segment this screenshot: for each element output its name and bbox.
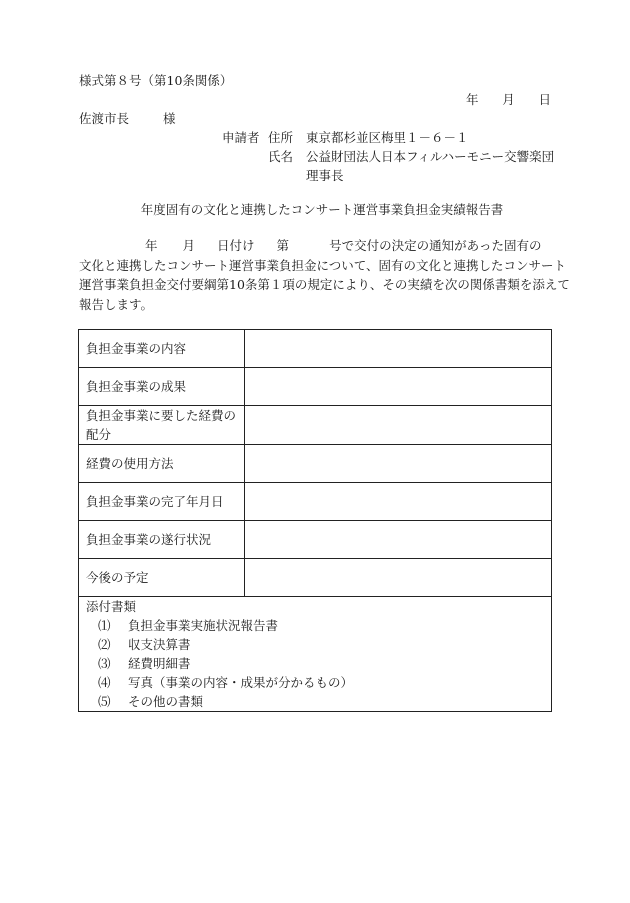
applicant-address: 東京都杉並区梅里１－６－１: [306, 130, 469, 145]
body-line1-rest: 号で交付の決定の通知があった固有の: [329, 238, 542, 253]
list-item: [98, 616, 544, 635]
applicant-name: 公益財団法人日本フィルハーモニー交響楽団: [306, 149, 555, 164]
row-value-results[interactable]: [245, 368, 552, 406]
attachment-number: ⑷: [98, 675, 111, 690]
body-line-4: 報告します。: [79, 296, 154, 312]
row-value-expense-usage[interactable]: [245, 445, 552, 483]
date-day: 日: [538, 92, 551, 107]
body-month: 月: [182, 238, 196, 253]
addressee-name: 佐渡市長: [79, 111, 130, 126]
addressee-honorific: 様: [163, 111, 176, 126]
body-dated: 日付け: [217, 238, 255, 253]
table-row: [79, 406, 552, 445]
attachment-number: ⑶: [98, 656, 111, 671]
row-label-results: 負担金事業の成果: [79, 368, 245, 406]
row-value-content[interactable]: [245, 330, 552, 368]
row-label-expense-allocation-line1: 負担金事業に要した経費の: [86, 408, 237, 423]
row-label-expense-allocation: [79, 406, 245, 445]
body-number-prefix: 第: [276, 238, 290, 253]
row-label-expense-allocation-line2: 配分: [86, 427, 112, 442]
row-label-future-plans: 今後の予定: [79, 559, 245, 597]
body-line-2: 文化と連携したコンサート運営事業負担金について、固有の文化と連携したコンサート: [79, 257, 567, 273]
body-line-1: [79, 236, 551, 256]
row-value-expense-allocation[interactable]: [245, 406, 552, 445]
attachments-list: [86, 616, 544, 711]
date-line: [466, 90, 551, 109]
list-item: [98, 692, 544, 711]
address-label: 住所: [268, 130, 294, 145]
row-value-future-plans[interactable]: [245, 559, 552, 597]
attachment-text: 写真（事業の内容・成果が分かるもの）: [128, 675, 354, 690]
table-row: [79, 483, 552, 521]
addressee: [79, 109, 176, 128]
attachment-text: 経費明細書: [128, 656, 191, 671]
form-number: 様式第８号（第10条関係）: [79, 73, 233, 88]
table-row: [79, 445, 552, 483]
attachment-number: ⑵: [98, 637, 111, 652]
document-title: 年度固有の文化と連携したコンサート運営事業負担金実績報告書: [140, 202, 504, 217]
table-row: [79, 521, 552, 559]
attachment-number: ⑴: [98, 618, 111, 633]
applicant-title: 理事長: [306, 168, 344, 183]
list-item: [98, 654, 544, 673]
body-line-3: 運営事業負担金交付要綱第10条第１項の規定により、その実績を次の関係書類を添えて: [79, 277, 570, 292]
body-text: [79, 236, 570, 314]
date-month: 月: [502, 92, 515, 107]
report-table: [78, 329, 552, 712]
attachment-text: 負担金事業実施状況報告書: [128, 618, 279, 633]
body-year: 年: [145, 238, 158, 253]
row-label-completion-date: 負担金事業の完了年月日: [79, 483, 245, 521]
attachments-cell: [79, 597, 552, 712]
table-row: [79, 597, 552, 712]
list-item: [98, 673, 544, 692]
list-item: [98, 635, 544, 654]
table-row: [79, 368, 552, 406]
attachment-text: その他の書類: [128, 694, 204, 709]
attachment-text: 収支決算書: [128, 637, 191, 652]
row-value-completion-date[interactable]: [245, 483, 552, 521]
attachments-title: 添付書類: [86, 599, 137, 614]
table-row: [79, 559, 552, 597]
row-label-progress: 負担金事業の遂行状況: [79, 521, 245, 559]
row-label-content: 負担金事業の内容: [79, 330, 245, 368]
name-label: 氏名: [268, 149, 294, 164]
table-row: [79, 330, 552, 368]
row-value-progress[interactable]: [245, 521, 552, 559]
date-year: 年: [466, 92, 479, 107]
row-label-expense-usage: 経費の使用方法: [79, 445, 245, 483]
attachment-number: ⑸: [98, 694, 111, 709]
applicant-block: [222, 128, 554, 185]
applicant-label: 申請者: [222, 130, 260, 145]
